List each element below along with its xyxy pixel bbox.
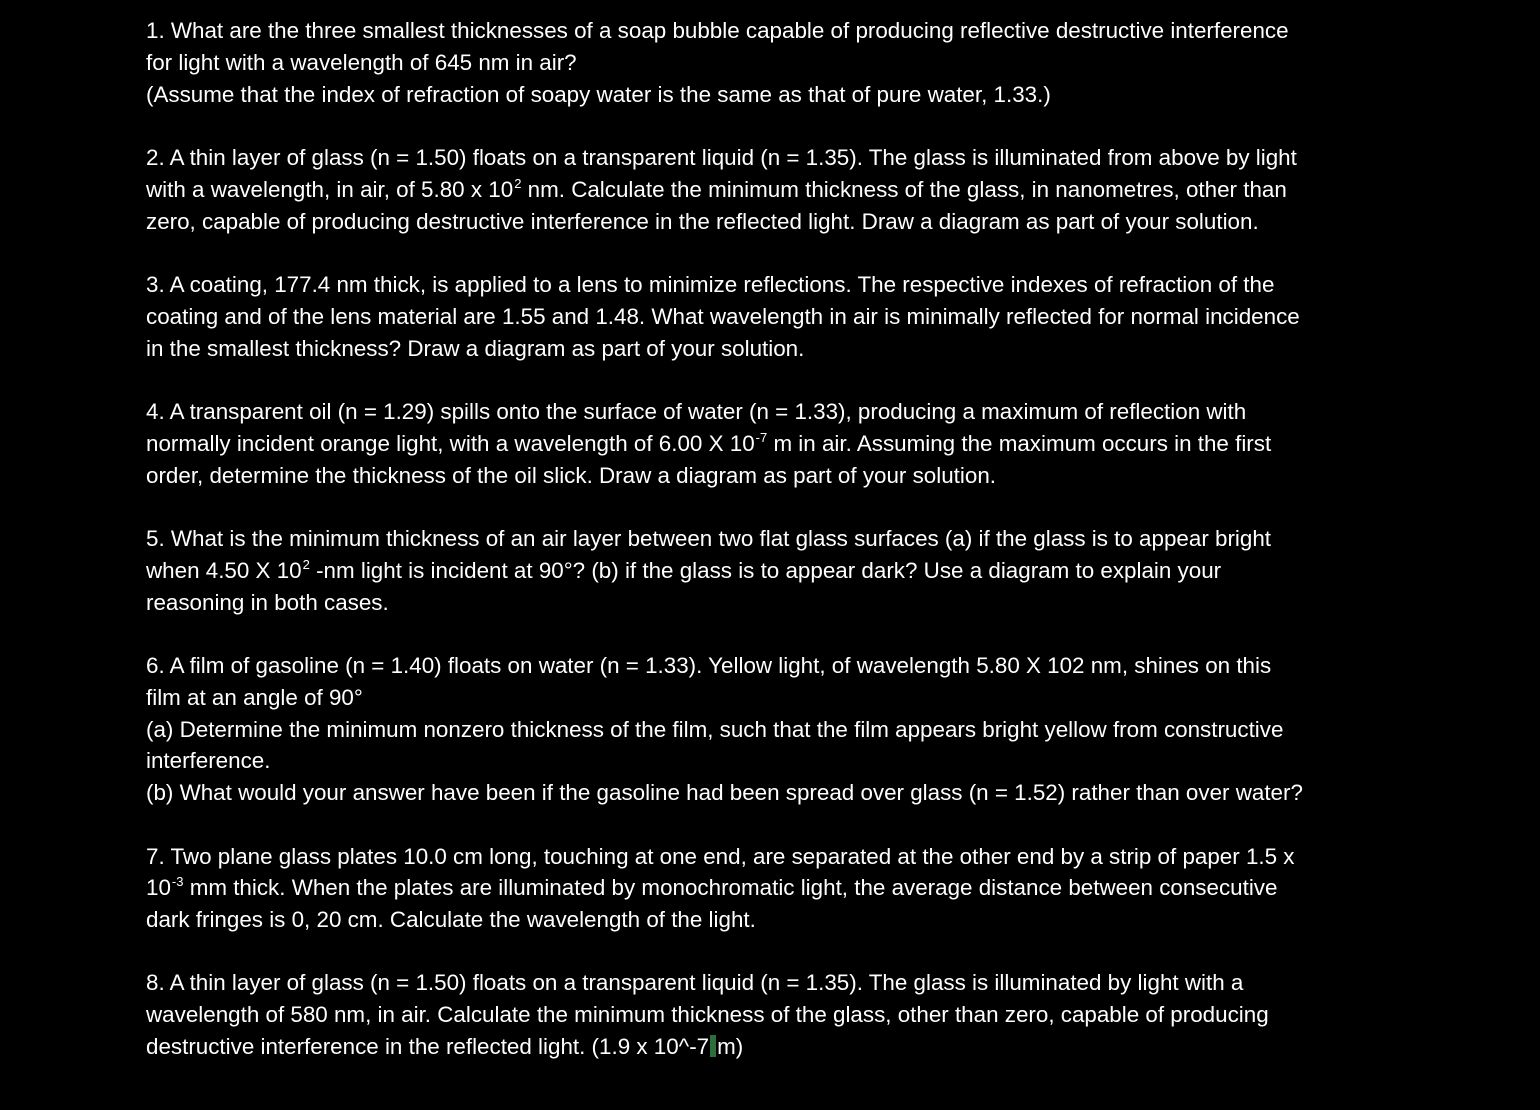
question-3-line-1: 3. A coating, 177.4 nm thick, is applied to a lens to minimize reflections. The respective indexes of refraction of the [146, 271, 1275, 297]
question-5-line-2 [146, 555, 1406, 587]
question-6-line-5: (b) What would your answer have been if the gasoline had been spread over glass (n = 1.52) rather than over water? [146, 780, 1303, 806]
problem-set [146, 15, 1406, 1063]
question-7-exponent: -3 [171, 874, 184, 890]
question-8-line-3-text-a: destructive interference in the reflected light. (1.9 x 10^-7 [146, 1034, 710, 1060]
question-2-line-3: zero, capable of producing destructive interference in the reflected light. Draw a diagram as part of your solution. [146, 208, 1259, 234]
question-7-line-1: 7. Two plane glass plates 10.0 cm long, touching at one end, are separated at the other end by a strip of paper 1.5 x [146, 843, 1295, 869]
question-5-line-3: reasoning in both cases. [146, 589, 389, 615]
question-2-line-2 [146, 174, 1406, 206]
question-3-line-2: coating and of the lens material are 1.55 and 1.48. What wavelength in air is minimally reflected for normal incidence [146, 303, 1300, 329]
question-4-line-2-text-a: normally incident orange light, with a wavelength of 6.00 X 10 [146, 430, 755, 456]
question-2-line-2-text-b: nm. Calculate the minimum thickness of the glass, in nanometres, other than [521, 176, 1287, 202]
question-8 [146, 967, 1406, 1062]
question-1 [146, 15, 1406, 110]
question-5-line-1: 5. What is the minimum thickness of an air layer between two flat glass surfaces (a) if the glass is to appear bright [146, 525, 1272, 551]
question-2-line-1: 2. A thin layer of glass (n = 1.50) floats on a transparent liquid (n = 1.35). The glass is illuminated from above by light [146, 144, 1297, 170]
question-8-line-1: 8. A thin layer of glass (n = 1.50) floats on a transparent liquid (n = 1.35). The glass is illuminated by light with a [146, 970, 1244, 996]
question-6-line-4: interference. [146, 748, 271, 774]
question-5-line-2-text-b: -nm light is incident at 90°? (b) if the glass is to appear dark? Use a diagram to explain your [309, 557, 1222, 583]
question-5 [146, 523, 1406, 618]
question-4-line-2 [146, 428, 1406, 460]
question-7-line-2-text-a: 10 [146, 875, 171, 901]
question-2 [146, 142, 1406, 237]
question-8-line-3 [146, 1031, 1406, 1063]
question-4 [146, 396, 1406, 491]
question-7 [146, 841, 1406, 936]
question-2-line-2-text-a: with a wavelength, in air, of 5.80 x 10 [146, 176, 514, 202]
question-8-line-3-text-b: m) [717, 1034, 744, 1060]
question-4-line-2-text-b: m in air. Assuming the maximum occurs in the first [767, 430, 1272, 456]
question-7-line-2-text-b: mm thick. When the plates are illuminated by monochromatic light, the average distance between consecutive [183, 875, 1278, 901]
question-4-exponent: -7 [755, 429, 768, 445]
question-5-line-2-text-a: when 4.50 X 10 [146, 557, 302, 583]
question-6-line-2: film at an angle of 90° [146, 684, 363, 710]
question-1-line-2: for light with a wavelength of 645 nm in air? [146, 49, 577, 75]
question-1-line-1: 1. What are the three smallest thicknesses of a soap bubble capable of producing reflective destructive interference [146, 18, 1289, 43]
text-cursor[interactable] [710, 1035, 716, 1057]
question-8-line-2: wavelength of 580 nm, in air. Calculate the minimum thickness of the glass, other than zero, capable of producing [146, 1002, 1269, 1028]
question-6-line-1: 6. A film of gasoline (n = 1.40) floats on water (n = 1.33). Yellow light, of wavelength 5.80 X 102 nm, shines on this [146, 652, 1272, 678]
question-5-exponent: 2 [302, 556, 310, 572]
question-7-line-2 [146, 872, 1406, 904]
question-3 [146, 269, 1406, 364]
question-7-line-3: dark fringes is 0, 20 cm. Calculate the wavelength of the light. [146, 907, 756, 933]
question-3-line-3: in the smallest thickness? Draw a diagram as part of your solution. [146, 335, 805, 361]
question-4-line-3: order, determine the thickness of the oil slick. Draw a diagram as part of your solution. [146, 462, 997, 488]
question-6 [146, 650, 1406, 809]
question-1-line-3: (Assume that the index of refraction of soapy water is the same as that of pure water, 1.33.) [146, 81, 1051, 107]
question-6-line-3: (a) Determine the minimum nonzero thickness of the film, such that the film appears bright yellow from constructive [146, 716, 1284, 742]
question-2-exponent: 2 [514, 175, 522, 191]
question-4-line-1: 4. A transparent oil (n = 1.29) spills onto the surface of water (n = 1.33), producing a maximum of reflection with [146, 398, 1247, 424]
